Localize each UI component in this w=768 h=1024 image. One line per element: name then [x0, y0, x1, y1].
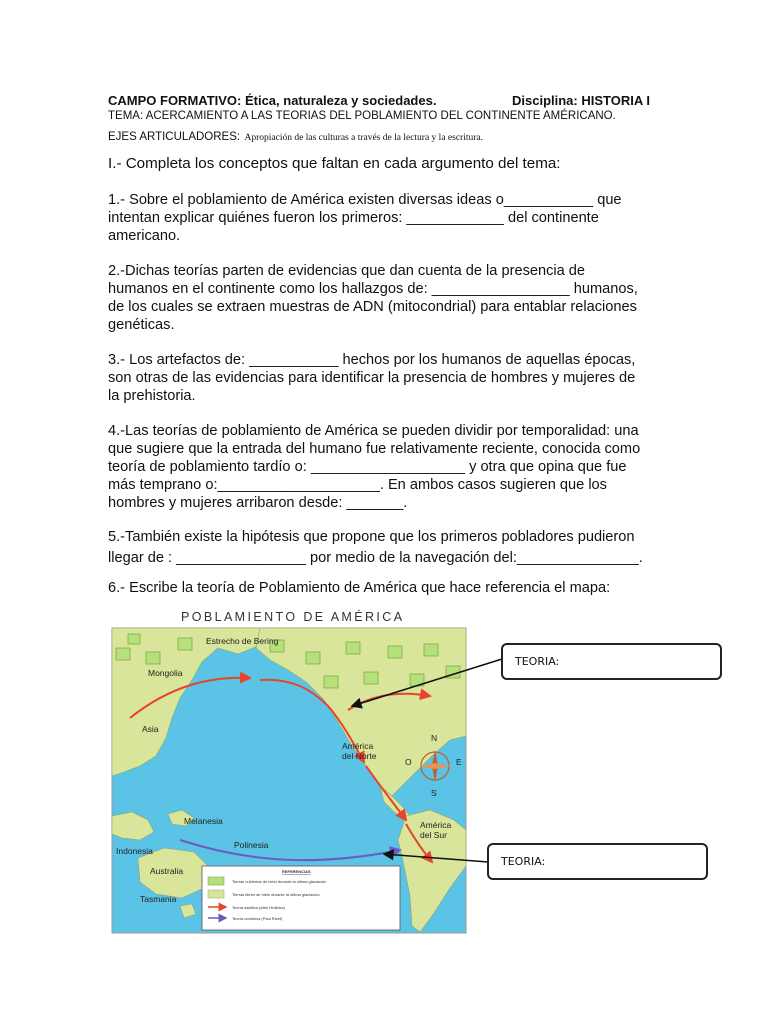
australia-label: Australia	[150, 866, 184, 876]
compass-e-label: E	[456, 757, 462, 767]
ejes-label: EJES ARTICULADORES:	[108, 131, 241, 143]
melanesia-label: Melanesia	[184, 816, 223, 826]
tema: TEMA: ACERCAMIENTO A LAS TEORIAS DEL POBLAMIENTO DEL CONTINENTE AMÉRICANO.	[108, 110, 616, 122]
campo-formativo: CAMPO FORMATIVO: Ética, naturaleza y sociedades.	[108, 93, 437, 108]
mongolia-label: Mongolia	[148, 668, 183, 678]
item-2-line: de los cuales se extraen muestras de ADN (mitocondrial) para entablar relaciones	[108, 299, 637, 315]
legend-row-1: Tierras cubiertas de hielo durante la última glaciación	[232, 879, 327, 884]
pointer-arrow-2	[384, 854, 488, 862]
america-sur-label-2: del Sur	[420, 830, 447, 840]
compass-o-label: O	[405, 757, 412, 767]
america-norte-label-1: América	[342, 741, 374, 751]
item-4-line: 4.-Las teorías de poblamiento de América se pueden dividir por temporalidad: una	[108, 423, 639, 439]
item-5-line: 5.-También existe la hipótesis que propone que los primeros pobladores pudieron	[108, 529, 635, 545]
america-sur-label-1: América	[420, 820, 452, 830]
theory-box-1-label: TEORIA:	[515, 655, 560, 668]
polinesia-label: Polinesia	[234, 840, 269, 850]
item-4-line: que sugiere que la entrada del humano fue relativamente reciente, conocida como	[108, 441, 641, 457]
item-4-line: teoría de poblamiento tardío o: ___________________ y otra que opina que fue	[108, 459, 627, 475]
theory-answer-box-1[interactable]	[501, 643, 722, 680]
theory-answer-box-2[interactable]	[487, 843, 708, 880]
item-5-line: llegar de : ________________ por medio de la navegación del:_______________.	[108, 550, 643, 566]
indonesia-label: Indonesia	[116, 846, 153, 856]
disciplina: Disciplina: HISTORIA I	[512, 93, 650, 108]
item-2-line: humanos en el continente como los hallazgos de: _________________ humanos,	[108, 281, 638, 297]
item-3-line: la prehistoria.	[108, 388, 196, 404]
bering-label: Estrecho de Bering	[206, 636, 279, 646]
map-title: POBLAMIENTO DE AMÉRICA	[181, 610, 405, 624]
instruction: I.- Completa los conceptos que faltan en cada argumento del tema:	[108, 155, 561, 172]
item-2-line: genéticas.	[108, 317, 175, 333]
pointer-arrow-1	[352, 659, 502, 706]
item-3-line: son otras de las evidencias para identificar la presencia de hombres y mujeres de	[108, 370, 636, 386]
legend-row-2: Tierras libres de hielo durante la última glaciación	[232, 892, 320, 897]
legend-row-3: Teoría asiática (Ales Hrdlicka)	[232, 905, 285, 910]
question-6: 6.- Escribe la teoría de Poblamiento de América que hace referencia el mapa:	[108, 580, 611, 596]
item-4-line: más temprano o:____________________. En ambos casos sugieren que los	[108, 477, 607, 493]
tasmania-label: Tasmania	[140, 894, 177, 904]
legend-row-4: Teoría oceánica (Paul Rivet)	[232, 916, 283, 921]
legend-title: REFERENCIAS	[282, 869, 311, 874]
item-1-line: 1.- Sobre el poblamiento de América existen diversas ideas o___________ que	[108, 192, 622, 208]
asia-label: Asia	[142, 724, 159, 734]
item-1-line: intentan explicar quiénes fueron los primeros: ____________ del continente	[108, 210, 599, 226]
compass-n-label: N	[431, 733, 438, 743]
compass-s-label: S	[431, 788, 437, 798]
theory-box-2-label: TEORIA:	[501, 855, 546, 868]
ejes-value: Apropiación de las culturas a través de la lectura y la escritura.	[244, 133, 483, 143]
item-1-line: americano.	[108, 228, 181, 244]
item-2-line: 2.-Dichas teorías parten de evidencias que dan cuenta de la presencia de	[108, 263, 586, 279]
item-3-line: 3.- Los artefactos de: ___________ hechos por los humanos de aquellas épocas,	[108, 352, 636, 368]
america-norte-label-2: del Norte	[342, 751, 377, 761]
item-4-line: hombres y mujeres arribaron desde: _______.	[108, 495, 408, 511]
